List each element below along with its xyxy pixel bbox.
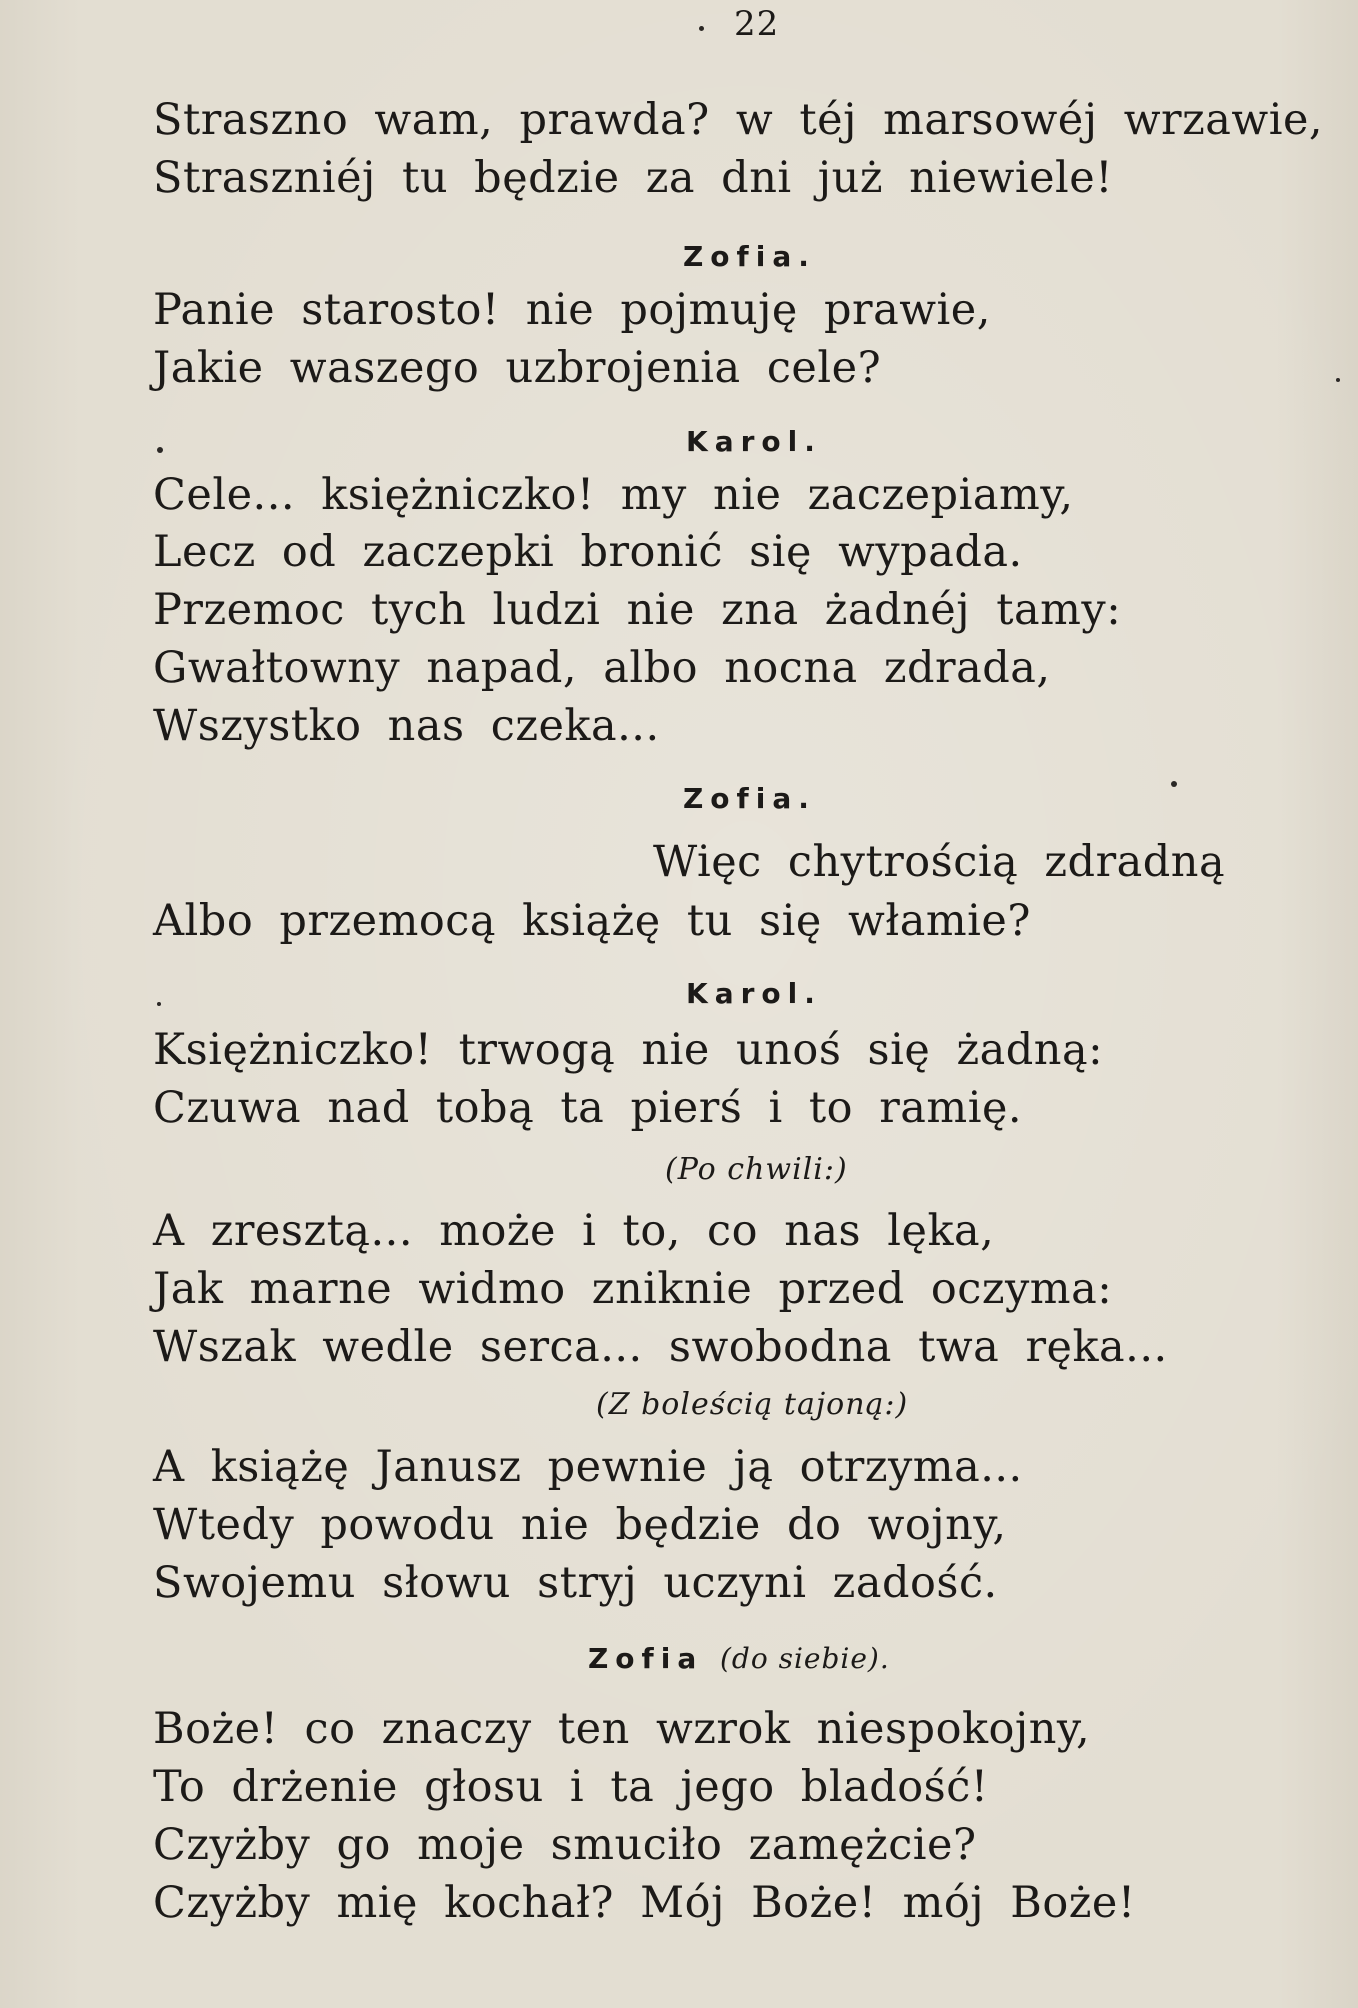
stage-direction: (Z boleścią tajoną:) [596,1387,909,1422]
speaker-name-zofia: Zofia. [683,240,816,273]
verse-line: Przemoc tych ludzi nie zna żadnéj tamy: [153,585,1122,635]
verse-line: Wszak wedle serca... swobodna twa ręka... [153,1322,1168,1372]
verse-line: Wszystko nas czeka... [153,701,660,751]
print-speck [157,447,163,453]
verse-line: Księżniczko! trwogą nie unoś się żadną: [153,1025,1104,1075]
verse-line: Boże! co znaczy ten wzrok niespokojny, [153,1704,1091,1754]
speaker-name-karol: Karol. [686,425,822,458]
verse-line: Swojemu słowu stryj uczyni zadość. [153,1558,998,1608]
speaker-name-zofia: Zofia. [683,782,816,815]
verse-line: Cele... księżniczko! my nie zaczepiamy, [153,470,1074,520]
verse-line: Gwałtowny napad, albo nocna zdrada, [153,643,1051,693]
verse-line: Straszniéj tu będzie za dni już niewiele! [153,153,1114,203]
speaker-note: (do siebie). [719,1642,890,1675]
verse-line: Albo przemocą książę tu się włamie? [153,896,1031,946]
verse-line: Jak marne widmo zniknie przed oczyma: [153,1264,1113,1314]
verse-line: Więc chytrością zdradną [653,837,1226,887]
verse-line: A książę Janusz pewnie ją otrzyma... [153,1442,1023,1492]
page-number: 22 [734,4,780,44]
speaker-name-zofia-aside [588,1642,890,1675]
verse-line: Czyżby go moje smuciło zamężcie? [153,1820,977,1870]
verse-line: To drżenie głosu i ta jego bladość! [153,1762,989,1812]
verse-line: Jakie waszego uzbrojenia cele? [153,343,882,393]
verse-line: Wtedy powodu nie będzie do wojny, [153,1500,1007,1550]
speaker-name: Zofia [588,1642,704,1675]
verse-line: Czuwa nad tobą ta pierś i to ramię. [153,1083,1023,1133]
verse-line: Straszno wam, prawda? w téj marsowéj wrzawie, [153,95,1324,145]
print-speck [1336,378,1340,382]
stage-direction: (Po chwili:) [665,1152,848,1187]
page-dot-mark [699,26,704,31]
print-speck [1171,781,1177,787]
speaker-name-karol: Karol. [686,977,822,1010]
verse-line: A zresztą... może i to, co nas lęka, [153,1206,995,1256]
verse-line: Lecz od zaczepki bronić się wypada. [153,527,1023,577]
verse-line: Panie starosto! nie pojmuję prawie, [153,285,991,335]
verse-line: Czyżby mię kochał? Mój Boże! mój Boże! [153,1878,1136,1928]
print-speck [157,1002,161,1006]
